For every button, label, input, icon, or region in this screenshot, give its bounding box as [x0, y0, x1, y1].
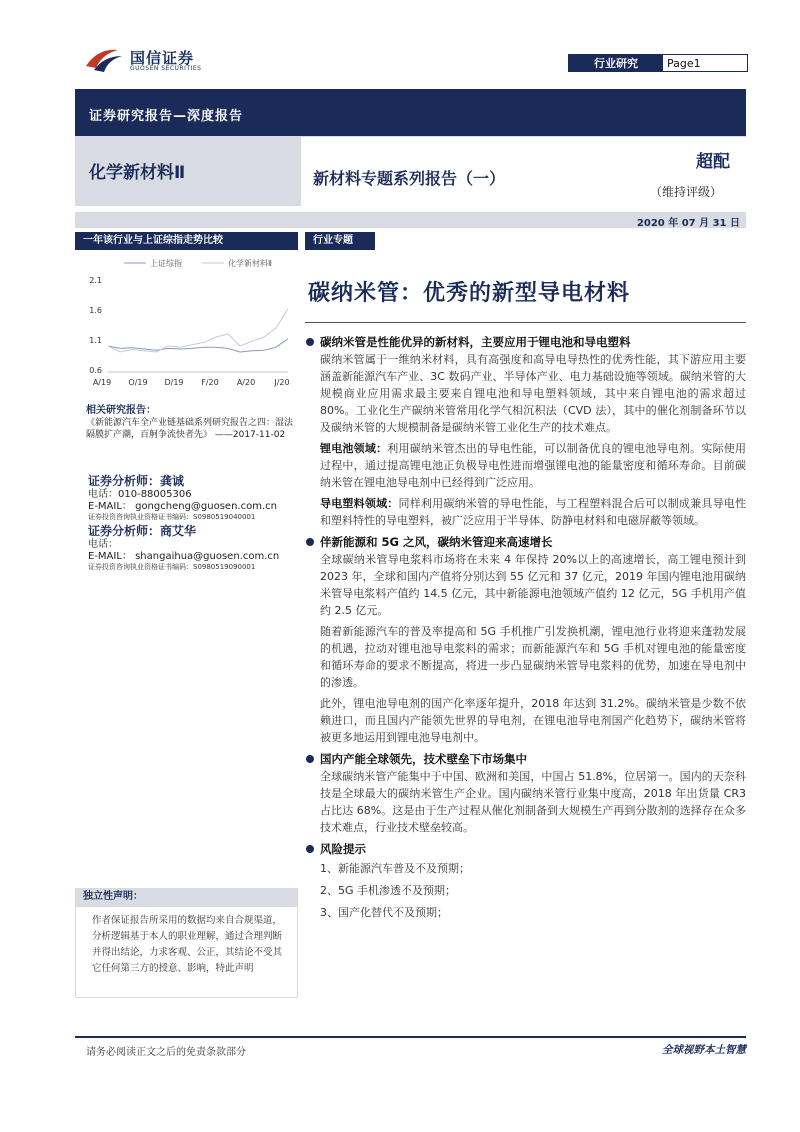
risk-heading: 风险提示 — [306, 840, 746, 858]
rating-value: 超配 — [696, 152, 730, 172]
related-reports — [86, 405, 298, 441]
legend-label: 化学新材料Ⅱ — [228, 259, 272, 268]
trend-title-bar: 一年该行业与上证综指走势比较 — [75, 232, 298, 250]
chart-lines — [108, 309, 288, 352]
trend-chart — [80, 254, 296, 394]
series-title: 新材料专题系列报告（一） — [313, 169, 506, 188]
chart-legend — [124, 258, 272, 268]
rating-note: （维持评级） — [649, 185, 722, 199]
related-text: 《新能源汽车全产业链基础系列研究报告之四：湿法隔膜扩产潮，百舸争流快者先》 ——2017-11-02 — [86, 418, 294, 440]
company-logo — [84, 44, 234, 78]
analyst-2-name: 商艾华 — [160, 524, 197, 538]
logo-mark-icon — [84, 44, 124, 74]
analyst-1-cert: 证券投资咨询执业资格证书编码：S0980519040001 — [88, 513, 256, 521]
section-2-para-1: 全球碳纳米管导电浆料市场将在未来 4 年保持 20%以上的高速增长，高工锂电预计到 2023 年，全球和国内产值将分别达到 55 亿元和 37 亿元，2019 年国内锂电池用碳纳米管导电浆料产值约 14.5 亿元，其中新能源电池领域产值约 12 亿元，5G 手机用产值约 2.5 亿元。 — [320, 553, 746, 617]
section-2-para-2: 随着新能源汽车的普及率提高和 5G 手机推广引发换机潮，锂电池行业将迎来蓬勃发展的机遇，拉动对锂电池导电浆料的需求；而新能源汽车和 5G 手机对锂电池的能量密度和循环寿命的要求不断提高，将进一步凸显碳纳米管导电浆料的优势，加速在导电剂中的渗透。 — [320, 625, 746, 689]
risk-item: 1、新能源汽车普及不及预期； — [320, 862, 470, 875]
industry-box — [75, 136, 299, 206]
x-tick-label: O/19 — [128, 378, 148, 387]
section-1-para-1: 碳纳米管属于一维纳米材料，具有高强度和高导电导热性的优秀性能，其下游应用主要涵盖新能源汽车产业、3C 数码产业、半导体产业、电力基础设施等领域。碳纳米管的大规模商业应用需求最主要来自锂电池和导电塑料领域，其中来自锂电池的需求超过 80%。工业化生产碳纳米管常用化学气相沉积法（CVD 法），其中的催化剂制备环节以及碳纳米管的大规模制备是碳纳米管工业化生产的技术难点。 — [320, 353, 746, 434]
report-tag: 行业专题 — [305, 232, 375, 250]
logo-name-en: GUOSEN SECURITIES — [130, 65, 202, 72]
risk-item: 2、5G 手机渗透不及预期； — [320, 884, 457, 897]
x-tick-label: J/20 — [274, 378, 290, 387]
related-title: 相关研究报告： — [86, 405, 156, 416]
y-tick-label: 0.6 — [89, 366, 102, 375]
analyst-2-cert: 证券投资咨询执业资格证书编码：S0980519090001 — [88, 563, 256, 571]
analyst-1-title: 证券分析师： — [88, 474, 161, 488]
section-3-para-1: 全球碳纳米管产能集中于中国、欧洲和美国，中国占 51.8%，位居第一。国内的天奈科技是全球最大的碳纳米管生产企业。国内碳纳米管行业集中度高，2018 年出货量 CR3 占比达 68%。这是由于生产过程从催化剂制备到大规模生产再到分散剂的选择存在众多技术难点，行业技术壁垒较高。 — [320, 770, 746, 834]
section-1-heading: 碳纳米管是性能优异的新材料，主要应用于锂电池和导电塑料 — [306, 333, 746, 351]
para-lead: 导电塑料领域： — [320, 497, 399, 510]
main-title: 碳纳米管：优秀的新型导电材料 — [308, 280, 631, 306]
title-band — [75, 136, 746, 206]
date-band — [75, 212, 746, 228]
analyst-2-name-line — [88, 524, 300, 539]
section-3-heading: 国内产能全球领先，技术壁垒下市场集中 — [306, 750, 746, 768]
y-tick-label: 2.1 — [89, 276, 102, 285]
para-lead: 锂电池领域： — [320, 442, 388, 455]
analyst-1 — [88, 474, 300, 524]
risk-item: 3、国产化替代不及预期； — [320, 906, 448, 919]
section-2-heading: 伴新能源和 5G 之风，碳纳米管迎来高速增长 — [306, 533, 746, 551]
independence-text: 作者保证报告所采用的数据均来自合规渠道，分析逻辑基于本人的职业理解，通过合理判断并得出结论，力求客观、公正，其结论不受其它任何第三方的授意、影响，特此声明 — [75, 906, 298, 998]
chart-axes — [89, 276, 289, 387]
y-tick-label: 1.6 — [89, 306, 102, 315]
main-content — [306, 333, 746, 924]
title-divider — [305, 322, 746, 323]
logo-name-cn: 国信证券 — [130, 49, 195, 67]
x-tick-label: D/19 — [164, 378, 184, 387]
x-tick-label: A/19 — [92, 378, 112, 387]
report-type-banner — [75, 89, 746, 136]
footer-disclaimer: 请务必阅读正文之后的免责条款部分 — [86, 1047, 246, 1058]
analyst-1-name-line — [88, 474, 300, 489]
independence-title: 独立性声明： — [75, 888, 298, 906]
industry-name: 化学新材料Ⅱ — [89, 163, 186, 183]
header-page: Page1 — [667, 56, 701, 70]
series-box — [301, 136, 746, 206]
analyst-1-name: 龚诚 — [160, 474, 185, 488]
section-1-para-2: 锂电池领域：利用碳纳米管杰出的导电性能，可以制备优良的锂电池导电剂。实际使用过程中，通过提高锂电池正负极导电性进而增强锂电池的能量密度和循环寿命。目前碳纳米管在锂电池导电剂中已经得到广泛应用。 — [320, 442, 746, 489]
analyst-1-email: E-MAIL： gongcheng@guosen.com.cn — [88, 500, 277, 512]
footer-slogan: 全球视野本土智慧 — [662, 1044, 746, 1056]
x-tick-label: A/20 — [236, 378, 256, 387]
report-date: 2020 年 07 月 31 日 — [636, 218, 740, 229]
analyst-2-title: 证券分析师： — [88, 524, 161, 538]
header-section: 行业研究 — [569, 55, 663, 71]
analyst-2-phone: 电话： — [88, 539, 118, 550]
section-2-para-3: 此外，锂电池导电剂的国产化率逐年提升，2018 年达到 31.2%。碳纳米管是少数不依赖进口，而且国内产能领先世界的导电剂，在锂电池导电剂国产化趋势下，碳纳米管将被更多地运用到锂电池导电剂中。 — [320, 697, 746, 744]
y-tick-label: 1.1 — [89, 336, 102, 345]
footer-divider — [75, 1036, 746, 1038]
series-line-1 — [108, 309, 288, 352]
analyst-2 — [88, 524, 300, 574]
header-box — [568, 54, 748, 72]
section-1-para-3: 导电塑料领域：同样利用碳纳米管的导电性能，与工程塑料混合后可以制成兼具导电性和塑料特性的导电塑料，被广泛应用于半导体、防静电材料和电磁屏蔽等领域。 — [320, 497, 746, 527]
analyst-1-phone: 电话：010-88005306 — [88, 489, 192, 500]
report-type: 证券研究报告—深度报告 — [89, 109, 244, 124]
legend-label: 上证综指 — [150, 259, 182, 268]
x-tick-label: F/20 — [201, 378, 219, 387]
analyst-2-email: E-MAIL： shangaihua@guosen.com.cn — [88, 550, 280, 562]
